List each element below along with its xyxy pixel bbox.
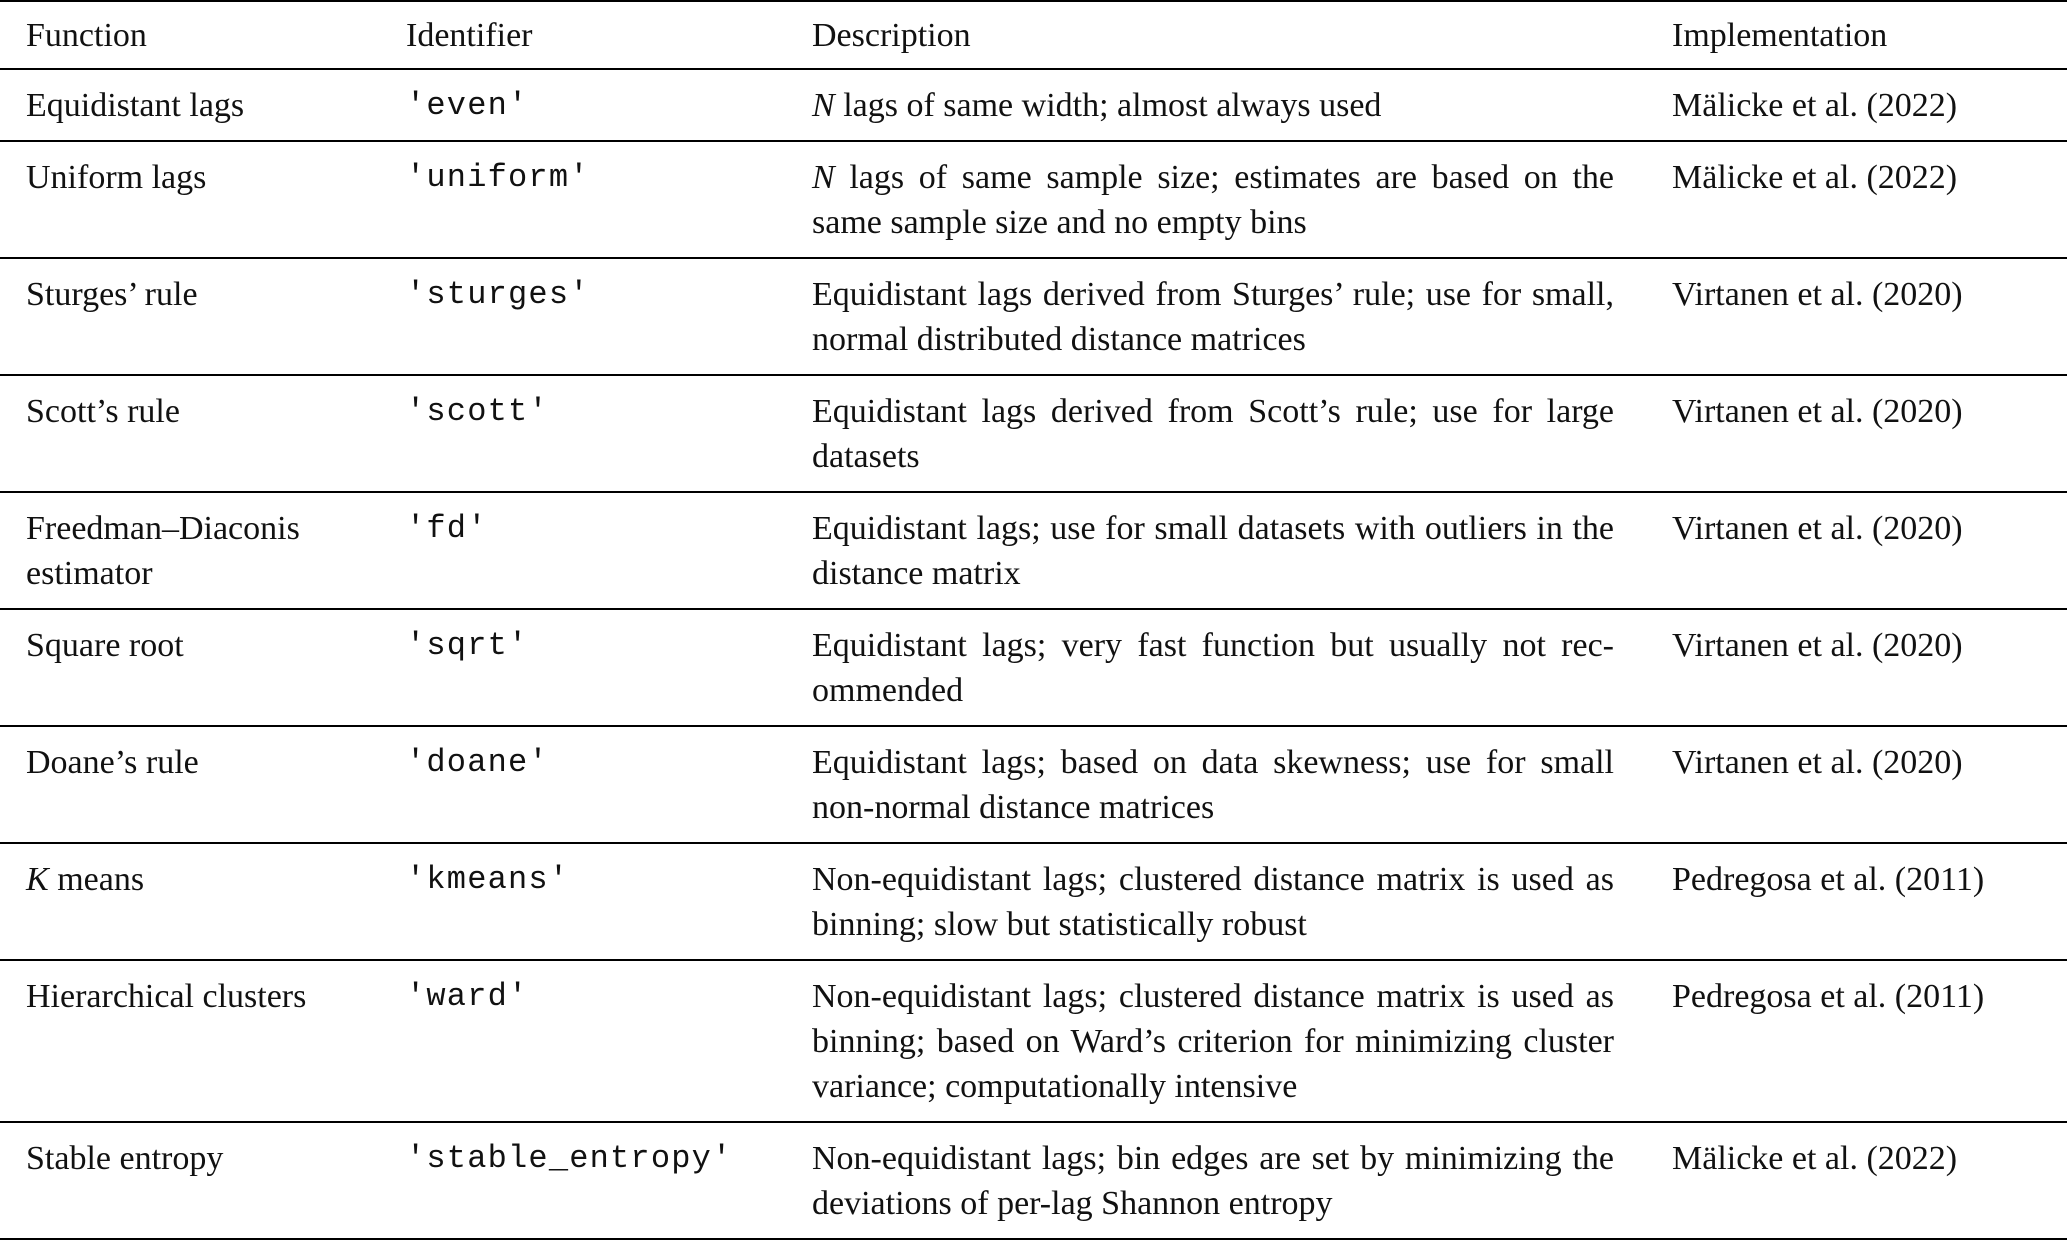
implementation-cell: Mälicke et al. (2022)	[1646, 141, 2067, 258]
description-text: Equidistant lags; based on data skewness; use for small non-normal distance matrices	[812, 744, 1614, 826]
description-cell	[786, 258, 1646, 375]
function-text: Freedman–Diaconis estimator	[26, 510, 300, 592]
table-row	[0, 492, 2067, 609]
table-row	[0, 1122, 2067, 1239]
table-row	[0, 843, 2067, 960]
implementation-cell: Virtanen et al. (2020)	[1646, 609, 2067, 726]
table-row	[0, 726, 2067, 843]
function-cell	[0, 492, 380, 609]
table-body	[0, 69, 2067, 1239]
description-cell	[786, 843, 1646, 960]
function-text: Doane’s rule	[26, 744, 199, 781]
description-cell	[786, 1122, 1646, 1239]
function-text: means	[48, 861, 145, 898]
function-cell	[0, 69, 380, 141]
table-row	[0, 375, 2067, 492]
description-text: Non-equidistant lags; clustered distance matrix is used as binning; slow but statistically robust	[812, 861, 1614, 943]
description-cell	[786, 492, 1646, 609]
description-text: lags of same width; almost always used	[834, 87, 1382, 124]
identifier-cell: 'scott'	[380, 375, 786, 492]
function-text: Stable entropy	[26, 1140, 224, 1177]
description-text: Equidistant lags derived from Sturges’ rule; use for small, normal distributed distance matrices	[812, 276, 1614, 358]
function-cell	[0, 726, 380, 843]
function-cell	[0, 258, 380, 375]
implementation-cell: Pedregosa et al. (2011)	[1646, 843, 2067, 960]
description-cell	[786, 609, 1646, 726]
description-text: Equidistant lags; very fast function but usually not rec-ommended	[812, 627, 1614, 709]
function-variable: K	[26, 861, 49, 898]
function-cell	[0, 375, 380, 492]
description-text: Non-equidistant lags; bin edges are set by minimizing the deviations of per-lag Shannon entropy	[812, 1140, 1614, 1222]
identifier-cell: 'even'	[380, 69, 786, 141]
description-cell	[786, 375, 1646, 492]
identifier-cell: 'ward'	[380, 960, 786, 1122]
table-row	[0, 609, 2067, 726]
header-identifier: Identifier	[380, 1, 786, 69]
implementation-cell: Virtanen et al. (2020)	[1646, 258, 2067, 375]
function-text: Sturges’ rule	[26, 276, 198, 313]
identifier-cell: 'kmeans'	[380, 843, 786, 960]
description-cell	[786, 960, 1646, 1122]
table-row	[0, 258, 2067, 375]
header-description: Description	[786, 1, 1646, 69]
description-cell	[786, 141, 1646, 258]
implementation-cell: Virtanen et al. (2020)	[1646, 375, 2067, 492]
description-variable: N	[812, 159, 835, 196]
identifier-cell: 'sturges'	[380, 258, 786, 375]
identifier-cell: 'sqrt'	[380, 609, 786, 726]
header-implementation: Implementation	[1646, 1, 2067, 69]
description-text: Equidistant lags; use for small datasets with outliers in the distance matrix	[812, 510, 1614, 592]
function-text: Hierarchical clusters	[26, 978, 307, 1015]
description-variable: N	[812, 87, 835, 124]
implementation-cell: Virtanen et al. (2020)	[1646, 726, 2067, 843]
function-text: Square root	[26, 627, 184, 664]
function-cell	[0, 843, 380, 960]
identifier-cell: 'stable_entropy'	[380, 1122, 786, 1239]
function-text: Equidistant lags	[26, 87, 245, 124]
table-header	[0, 1, 2067, 69]
header-function: Function	[0, 1, 380, 69]
description-cell	[786, 726, 1646, 843]
description-text: Equidistant lags derived from Scott’s rule; use for large datasets	[812, 393, 1614, 475]
implementation-cell: Mälicke et al. (2022)	[1646, 69, 2067, 141]
identifier-cell: 'doane'	[380, 726, 786, 843]
table-row	[0, 69, 2067, 141]
table-row	[0, 141, 2067, 258]
description-text: lags of same sample size; estimates are based on the same sample size and no empty bins	[812, 159, 1614, 241]
function-text: Scott’s rule	[26, 393, 180, 430]
header-row	[0, 1, 2067, 69]
function-cell	[0, 1122, 380, 1239]
function-cell	[0, 960, 380, 1122]
function-cell	[0, 609, 380, 726]
identifier-cell: 'fd'	[380, 492, 786, 609]
function-cell	[0, 141, 380, 258]
identifier-cell: 'uniform'	[380, 141, 786, 258]
table-row	[0, 960, 2067, 1122]
description-text: Non-equidistant lags; clustered distance matrix is used as binning; based on Ward’s criterion for minimizing cluster variance; computationally intensive	[812, 978, 1614, 1105]
description-cell	[786, 69, 1646, 141]
implementation-cell: Pedregosa et al. (2011)	[1646, 960, 2067, 1122]
implementation-cell: Mälicke et al. (2022)	[1646, 1122, 2067, 1239]
implementation-cell: Virtanen et al. (2020)	[1646, 492, 2067, 609]
function-text: Uniform lags	[26, 159, 207, 196]
